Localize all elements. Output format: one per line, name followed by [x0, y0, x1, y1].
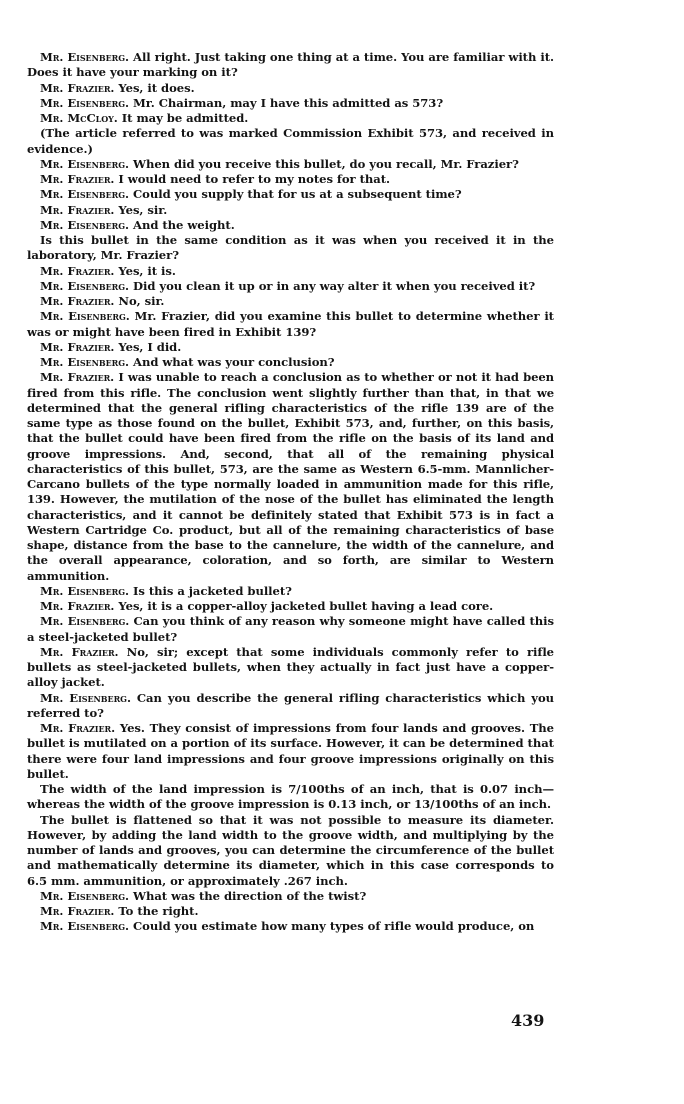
transcript-paragraph — [27, 50, 554, 81]
transcript-paragraph — [27, 172, 554, 187]
paragraph-text: (The article referred to was marked Commission Exhibit 573, and received in evidence.) — [27, 126, 554, 156]
speaker-name: Mr. Frazier. — [40, 202, 115, 217]
speaker-name: Mr. Eisenberg. — [40, 309, 130, 324]
transcript-paragraph — [27, 813, 554, 889]
transcript-paragraph — [27, 721, 554, 782]
paragraph-text: Yes, it does. — [118, 80, 195, 95]
transcript-paragraph — [27, 309, 554, 340]
speaker-name: Mr. Frazier. — [40, 263, 115, 278]
paragraph-text: Can you think of any reason why someone might have called this a steel-jacketed bullet? — [27, 614, 555, 644]
transcript-paragraph — [27, 279, 554, 294]
transcript-paragraph — [27, 111, 554, 126]
transcript-paragraph — [27, 919, 554, 934]
speaker-name: Mr. Eisenberg. — [40, 187, 129, 202]
transcript-paragraph — [27, 203, 554, 218]
paragraph-text: When did you receive this bullet, do you recall, Mr. Frazier? — [133, 156, 519, 171]
paragraph-text: No, sir; except that some individuals commonly refer to rifle bullets as steel-jacketed bullets, when they actually in fact just have a copper-alloy jacket. — [27, 644, 554, 690]
speaker-name: Mr. Frazier. — [40, 644, 119, 659]
paragraph-text: Could you supply that for us at a subsequent time? — [133, 187, 462, 202]
transcript-paragraph — [27, 782, 554, 813]
paragraph-text: No, sir. — [118, 294, 165, 308]
transcript-paragraph — [27, 96, 554, 111]
transcript-paragraph — [27, 340, 554, 355]
paragraph-text: Yes, it is a copper-alloy jacketed bullet having a lead core. — [118, 599, 494, 613]
transcript-paragraph — [27, 691, 554, 722]
paragraph-text: Mr. Chairman, may I have this admitted as 573? — [133, 95, 444, 110]
paragraph-text: And the weight. — [133, 217, 235, 232]
paragraph-text: Mr. Frazier, did you examine this bullet to determine whether it was or might have been fired in Exhibit 139? — [27, 309, 554, 339]
transcript-paragraph — [27, 233, 554, 264]
speaker-name: Mr. Frazier. — [40, 172, 115, 186]
speaker-name: Mr. Frazier. — [40, 370, 115, 385]
speaker-name: Mr. Eisenberg. — [40, 919, 129, 934]
paragraph-text: Can you describe the general rifling characteristics which you referred to? — [27, 690, 555, 720]
transcript-paragraph — [27, 599, 554, 614]
transcript-body — [27, 50, 554, 935]
paragraph-text: I was unable to reach a conclusion as to whether or not it had been fired from this rifle. The conclusion went slightly further than that, in that we determined that the general rifling characteristics of the rifle 139 are of the same type as those found on the bullet, Exhibit 573, and, further, on this basis, that the bullet could have been fired from the rifle on the basis of its land and groove impressions. And, second, that all of the remaining physical characteristics of this bullet, 573, are the same as Western 6.5-mm. Mannlicher-Carcano bullets of the type normally loaded in ammunition made for this rifle, 139. However, the mutilation of the nose of the bullet has eliminated the length characteristics, and it cannot be definitely stated that Exhibit 573 is in fact a Western Cartridge Co. product, but all of the remaining characteristics of base shape, distance from the base to the cannelure, the width of the cannelure, and the overall appearance, coloration, and so forth, are similar to Western ammunition. — [27, 370, 554, 583]
transcript-paragraph — [27, 645, 554, 691]
speaker-name: Mr. Eisenberg. — [40, 217, 129, 232]
paragraph-text: Is this bullet in the same condition as it was when you received it in the laboratory, Mr. Frazier? — [27, 233, 554, 263]
paragraph-text: Is this a jacketed bullet? — [133, 583, 292, 598]
speaker-name: Mr. Frazier. — [40, 80, 115, 95]
paragraph-text: All right. Just taking one thing at a time. You are familiar with it. Does it have your marking on it? — [27, 50, 554, 80]
transcript-paragraph — [27, 584, 554, 599]
transcript-paragraph — [27, 355, 554, 370]
speaker-name: Mr. Eisenberg. — [40, 690, 131, 705]
paragraph-text: And what was your conclusion? — [133, 355, 335, 369]
paragraph-text: Did you clean it up or in any way alter it when you received it? — [133, 278, 536, 293]
speaker-name: Mr. McCloy. — [40, 111, 118, 125]
speaker-name: Mr. Frazier. — [40, 599, 115, 613]
speaker-name: Mr. Eisenberg. — [40, 583, 129, 598]
speaker-name: Mr. Eisenberg. — [40, 614, 130, 629]
paragraph-text: The width of the land impression is 7/100ths of an inch, that is 0.07 inch—whereas the width of the groove impression is 0.13 inch, or 13/100ths of an inch. — [27, 782, 554, 812]
transcript-paragraph — [27, 614, 554, 645]
transcript-paragraph — [27, 126, 554, 157]
paragraph-text: Yes, it is. — [118, 263, 176, 278]
transcript-paragraph — [27, 889, 554, 904]
paragraph-text: Yes, sir. — [118, 202, 168, 217]
speaker-name: Mr. Eisenberg. — [40, 50, 129, 64]
paragraph-text: What was the direction of the twist? — [133, 888, 367, 903]
transcript-paragraph — [27, 218, 554, 233]
speaker-name: Mr. Eisenberg. — [40, 888, 129, 903]
speaker-name: Mr. Frazier. — [40, 721, 116, 735]
speaker-name: Mr. Frazier. — [40, 904, 115, 918]
speaker-name: Mr. Eisenberg. — [40, 278, 129, 293]
transcript-paragraph — [27, 264, 554, 279]
speaker-name: Mr. Frazier. — [40, 339, 115, 354]
transcript-paragraph — [27, 81, 554, 96]
transcript-paragraph — [27, 904, 554, 919]
paragraph-text: Yes, I did. — [118, 339, 182, 354]
paragraph-text: I would need to refer to my notes for that. — [118, 172, 391, 186]
transcript-paragraph — [27, 294, 554, 309]
transcript-paragraph — [27, 187, 554, 202]
paragraph-text: To the right. — [118, 904, 199, 918]
page-number: 439 — [511, 1011, 545, 1030]
paragraph-text: The bullet is flattened so that it was not possible to measure its diameter. However, by adding the land width to the groove width, and multiplying by the number of lands and grooves, you can determine the circumference of the bullet and mathematically determine its diameter, which in this case corresponds to 6.5 mm. ammunition, or approximately .267 inch. — [27, 812, 554, 888]
paragraph-text: Could you estimate how many types of rifle would produce, on — [133, 919, 535, 934]
transcript-paragraph — [27, 370, 554, 584]
speaker-name: Mr. Eisenberg. — [40, 95, 129, 110]
transcript-paragraph — [27, 157, 554, 172]
speaker-name: Mr. Frazier. — [40, 294, 115, 308]
paragraph-text: It may be admitted. — [121, 111, 249, 125]
paragraph-text: Yes. They consist of impressions from four lands and grooves. The bullet is mutilated on a portion of its surface. However, it can be determined that there were four land impressions and four groove impressions originally on this bullet. — [27, 721, 554, 781]
speaker-name: Mr. Eisenberg. — [40, 355, 129, 369]
speaker-name: Mr. Eisenberg. — [40, 156, 129, 171]
